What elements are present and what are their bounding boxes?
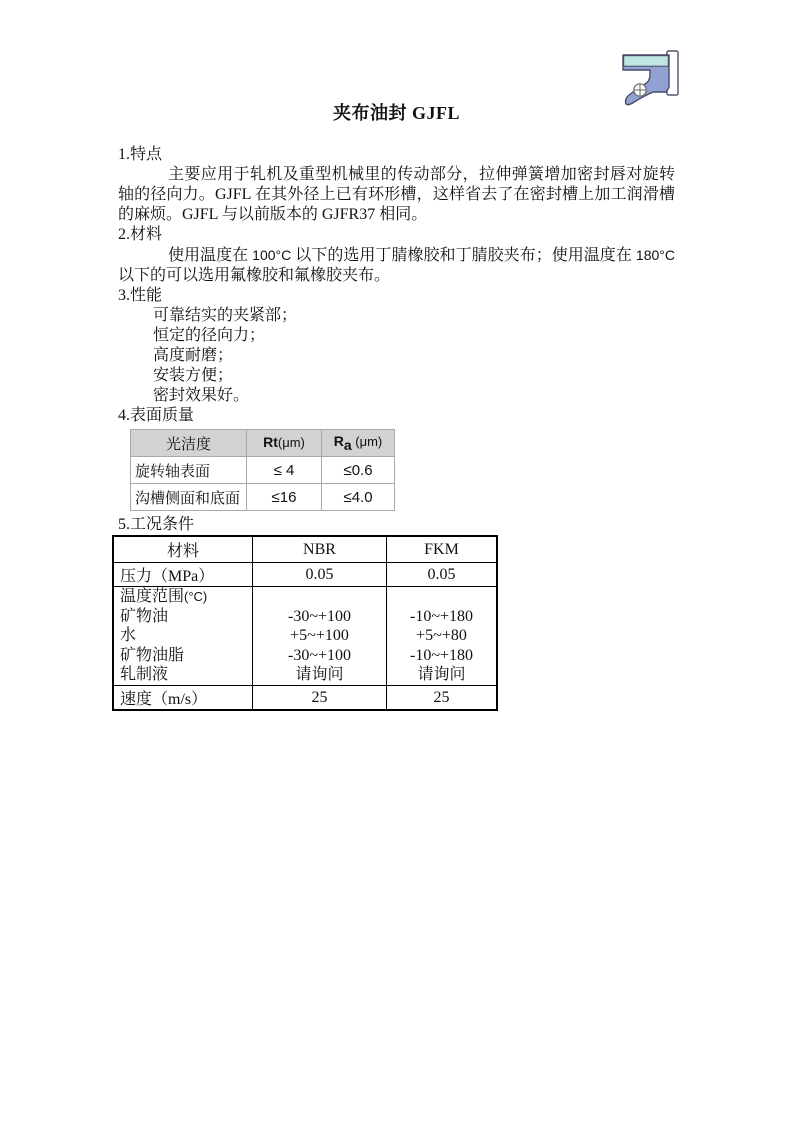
speed-nbr-value: 25 — [253, 686, 387, 711]
temperature-fkm-cell — [387, 587, 498, 686]
temp-nbr-value: 请询问 — [295, 666, 344, 684]
temp-fkm-value: 请询问 — [417, 666, 466, 684]
seal-cross-section-icon — [610, 42, 690, 112]
materials-text-part: 以下的可以选用氟橡胶和氟橡胶夹布。 — [118, 267, 391, 284]
performance-item: 高度耐磨； — [153, 347, 234, 364]
temp-nbr-value: -30~+100 — [287, 646, 351, 664]
pressure-label: 压力（MPa） — [113, 563, 253, 587]
section-heading-performance: 3.性能 — [118, 287, 163, 304]
surface-ra-value: ≤4.0 — [322, 484, 395, 511]
section-heading-surface-quality: 4.表面质量 — [118, 407, 195, 424]
working-conditions-table — [112, 535, 498, 711]
surface-rt-value: ≤16 — [247, 484, 322, 511]
surface-quality-table — [130, 429, 395, 511]
section-heading-materials: 2.材料 — [118, 226, 163, 243]
surface-header-ra: $R_a$ (μm) — [322, 430, 395, 457]
temp-medium-label: 轧制液 — [120, 666, 169, 684]
materials-paragraph — [118, 245, 675, 286]
temp-value-spacer — [387, 587, 496, 607]
temp-fkm-value: -10~+180 — [409, 646, 473, 664]
temperature-block-row — [113, 587, 497, 686]
pressure-nbr-value: 0.05 — [253, 563, 387, 587]
temp-nbr-value: +5~+100 — [290, 627, 349, 645]
surface-header-finish: 光洁度 — [131, 430, 247, 457]
surface-header-rt: Rt(μm) — [247, 430, 322, 457]
temp-medium-label: 水 — [120, 627, 137, 645]
page-title: 夹布油封 GJFL — [332, 103, 460, 123]
performance-item: 恒定的径向力； — [153, 327, 266, 344]
temp-value-spacer — [253, 587, 386, 607]
speed-fkm-value: 25 — [387, 686, 498, 711]
performance-item: 安装方便； — [153, 367, 234, 384]
conditions-header-row — [113, 536, 497, 563]
surface-ra-value: ≤0.6 — [322, 457, 395, 484]
temp-180c-value: 180°C — [635, 247, 675, 263]
conditions-header-fkm: FKM — [387, 536, 498, 563]
temp-range-label: 温度范围(°C) — [120, 588, 208, 605]
temp-nbr-value: -30~+100 — [287, 607, 351, 625]
surface-header-row — [131, 430, 395, 457]
pressure-fkm-value: 0.05 — [387, 563, 498, 587]
materials-text-part: 使用温度在 — [168, 247, 253, 264]
surface-row-name: 旋转轴表面 — [131, 457, 247, 484]
temp-100c-value: 100°C — [252, 247, 292, 263]
temp-medium-label: 矿物油 — [120, 607, 169, 625]
surface-row-name: 沟槽侧面和底面 — [131, 484, 247, 511]
temp-medium-label: 矿物油脂 — [120, 646, 185, 664]
materials-text-part: 以下的选用丁腈橡胶和丁腈胶夹布；使用温度在 — [291, 247, 636, 264]
surface-table-row — [131, 484, 395, 511]
pressure-row — [113, 563, 497, 587]
temperature-labels-cell — [113, 587, 253, 686]
surface-table-row — [131, 457, 395, 484]
speed-row — [113, 686, 497, 711]
conditions-header-nbr: NBR — [253, 536, 387, 563]
temperature-nbr-cell — [253, 587, 387, 686]
temp-fkm-value: -10~+180 — [409, 607, 473, 625]
temp-fkm-value: +5~+80 — [416, 627, 467, 645]
performance-item: 可靠结实的夹紧部； — [153, 307, 298, 324]
section-heading-conditions: 5.工况条件 — [118, 516, 195, 533]
conditions-header-material: 材料 — [113, 536, 253, 563]
features-paragraph: 主要应用于轧机及重型机械里的传动部分，拉伸弹簧增加密封唇对旋转轴的径向力。GJFL 在其外径上已有环形槽，这样省去了在密封槽上加工润滑槽的麻烦。GJFL 与以前版本的 GJFR37 相同。 — [118, 166, 675, 223]
speed-label: 速度（m/s） — [113, 686, 253, 711]
performance-item: 密封效果好。 — [153, 387, 250, 404]
section-heading-features: 1.特点 — [118, 146, 163, 163]
surface-rt-value: ≤ 4 — [247, 457, 322, 484]
